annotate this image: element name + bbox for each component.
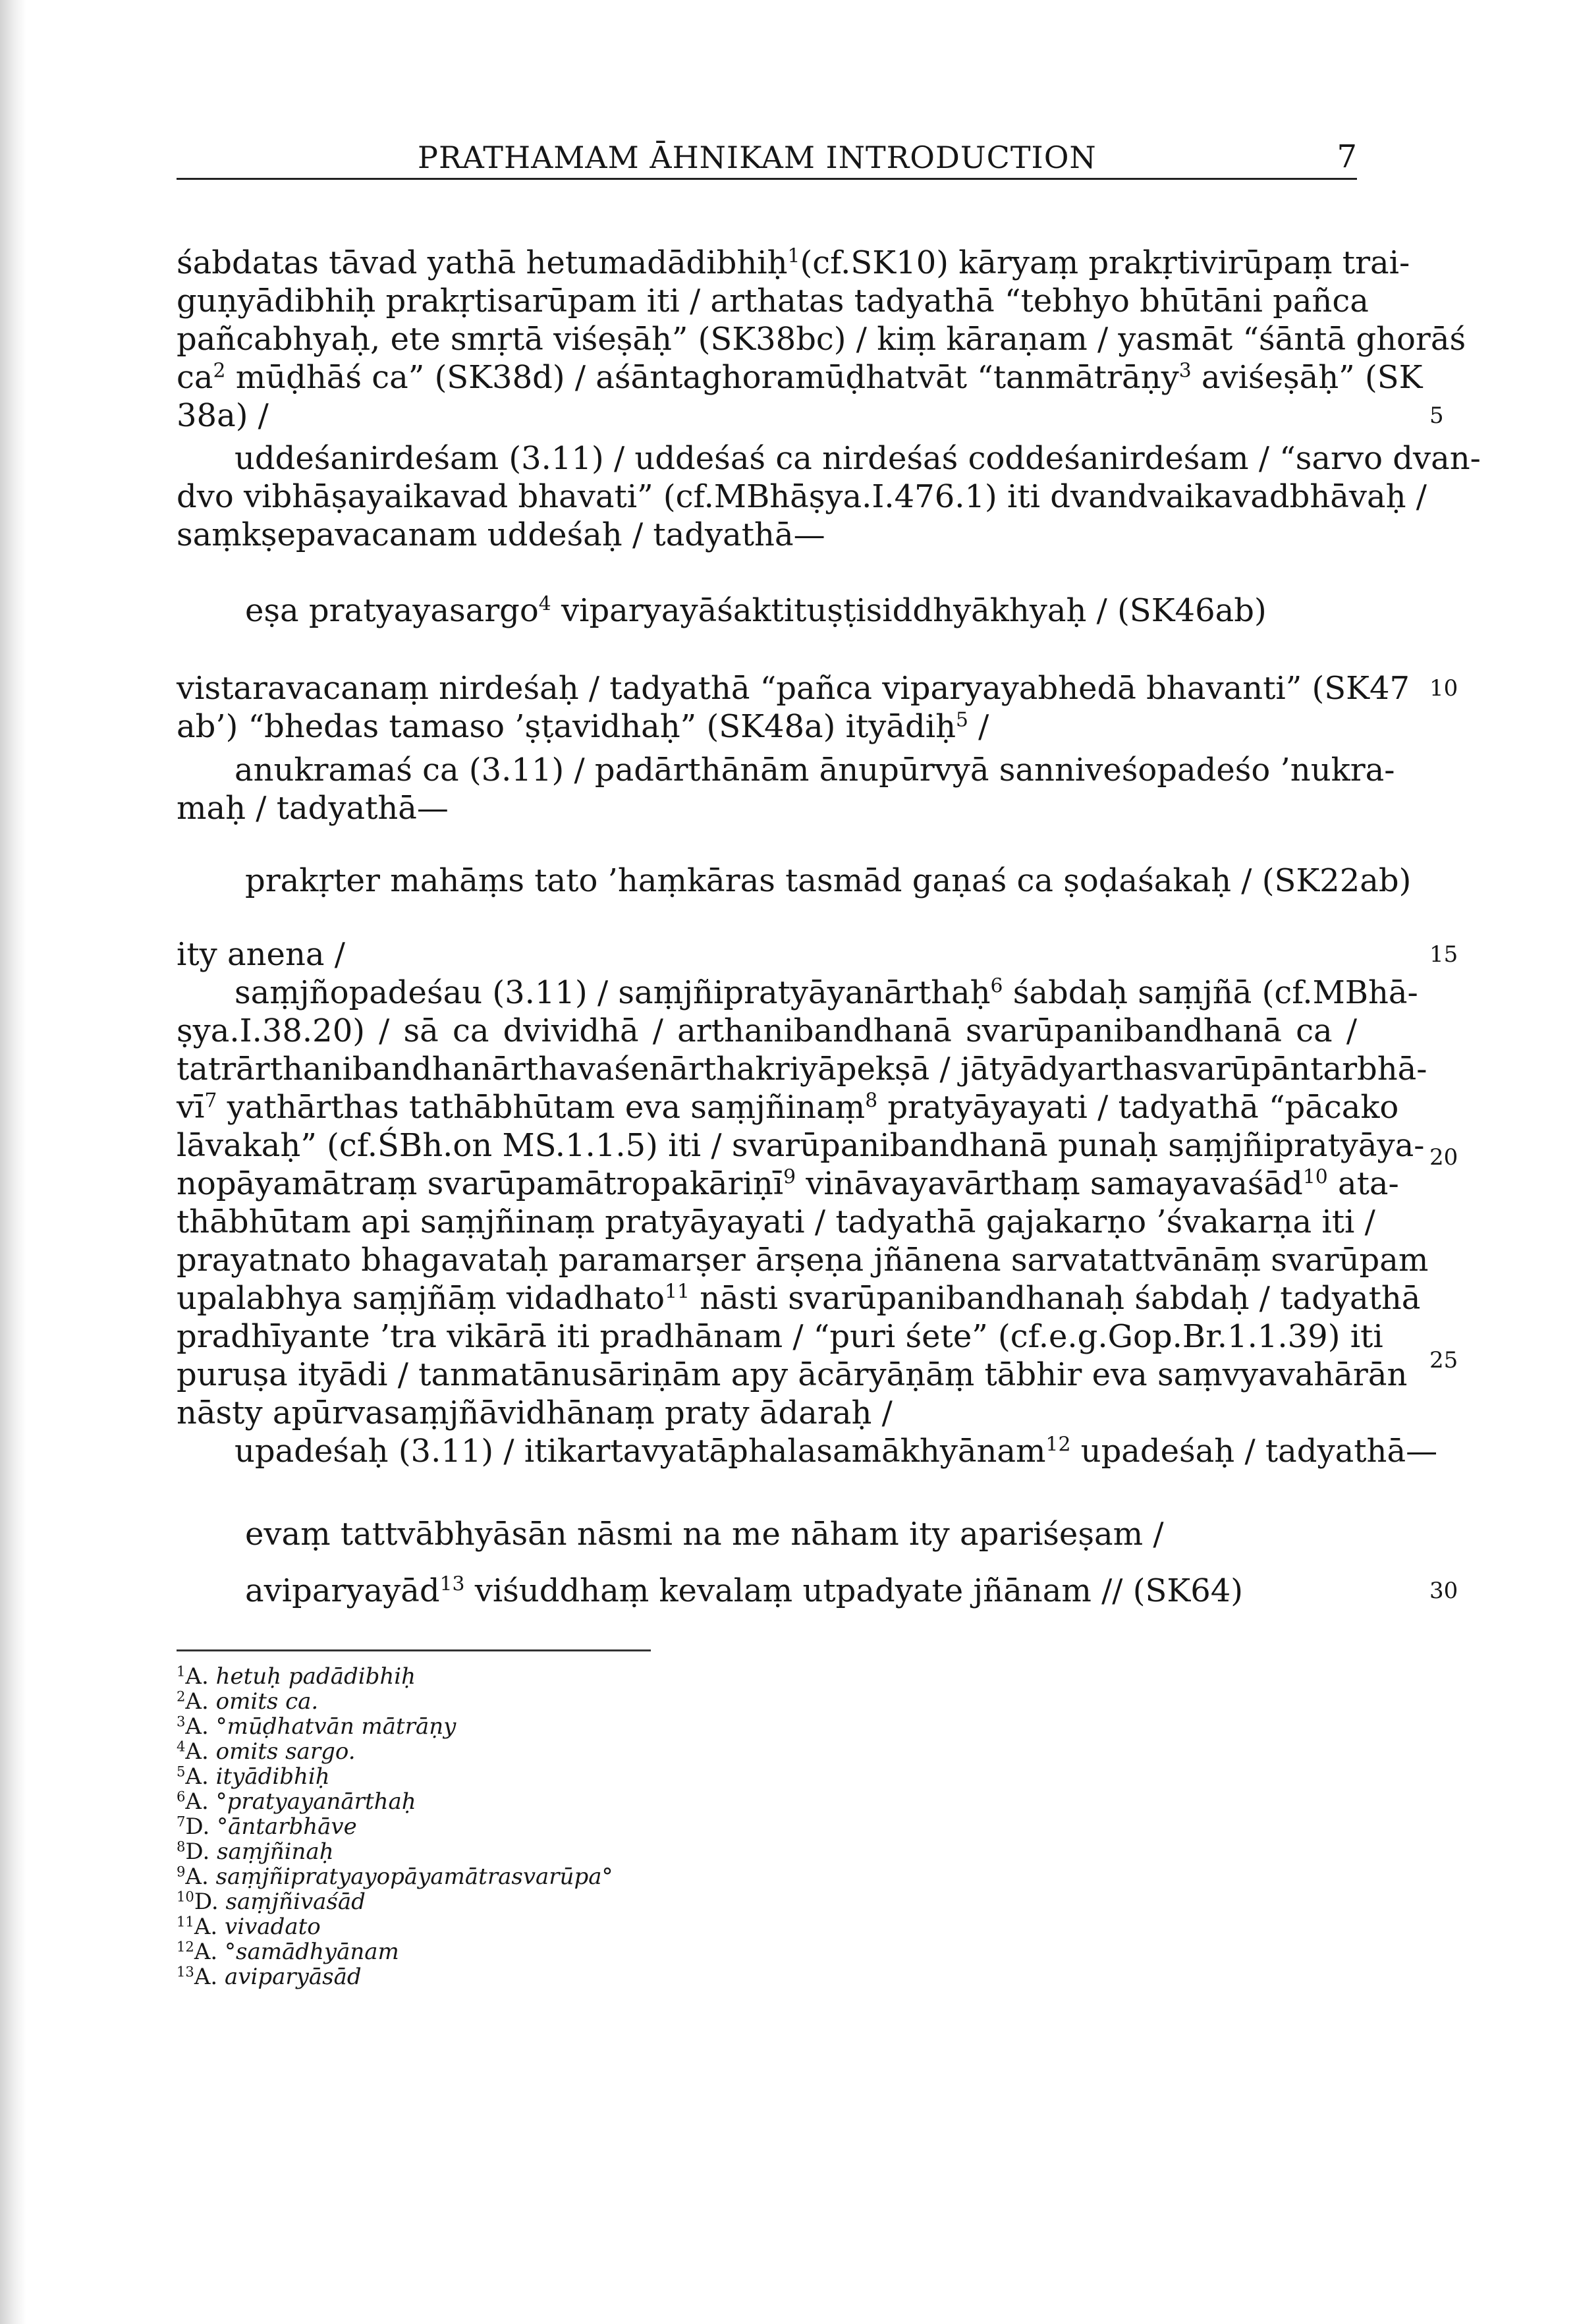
footnote: $^{10}$D. saṃjñivaśād [177,1888,366,1915]
footnote: $^8$D. saṃjñinaḥ [177,1838,334,1865]
line-number: 15 [1429,941,1458,968]
text-line: lāvakaḥ” (cf.ŚBh.on MS.1.1.5) iti / svarūpanibandhanā punaḥ saṃjñipratyāya- [177,1127,1425,1164]
text-line: śabdatas tāvad yathā hetumadādibhiḥ$^1$(cf.SK10) kāryaṃ prakṛtivirūpaṃ trai- [177,244,1410,281]
text-line: anukramaś ca (3.11) / padārthānām ānupūrvyā sanniveśopadeśo ’nukra- [235,752,1395,788]
line-number: 5 [1429,402,1444,429]
text-line: ab’) “bhedas tamaso ’ṣṭavidhaḥ” (SK48a) ityādiḥ$^5$ / [177,708,989,745]
text-line: ṣya.I.38.20) / sā ca dvividhā / arthanibandhanā svarūpanibandhanā ca / [177,1012,1357,1049]
text-line: $ca^2$ mūḍhāś ca” (SK38d) / aśāntaghoramūḍhatvāt “tanmātrāṇy$^3$ aviśeṣāḥ” (SK [177,359,1423,396]
footnote: $^1$A. hetuḥ padādibhiḥ [177,1663,416,1690]
text-line: thābhūtam api saṃjñinaṃ pratyāyayati / tadyathā gajakarṇo ’śvakarṇa iti / [177,1204,1375,1240]
running-title: PRATHAMAM ĀHNIKAM INTRODUCTION [418,140,1097,175]
footnote: $^6$A. °pratyayanārthaḥ [177,1788,416,1815]
line-number: 30 [1429,1578,1458,1604]
text-line: vistaravacanaṃ nirdeśaḥ / tadyathā “pañca viparyayabhedā bhavanti” (SK47 [177,670,1410,707]
text-line: puruṣa ityādi / tanmatānusāriṇām apy ācāryāṇāṃ tābhir eva saṃvyavahārān [177,1356,1408,1393]
verse-line: prakṛter mahāṃs tato ’haṃkāras tasmād gaṇaś ca ṣoḍaśakaḥ / (SK22ab) [245,862,1412,899]
footnote: $^3$A. °mūḍhatvān mātrāṇy [177,1713,456,1740]
verse-line: aviparyayād$^{13}$ viśuddhaṃ kevalaṃ utpadyate jñānam // (SK64) [245,1572,1243,1609]
footnote: $^{12}$A. °samādhyānam [177,1938,399,1965]
line-number: 20 [1429,1144,1458,1171]
text-line: saṃkṣepavacanam uddeśaḥ / tadyathā— [177,516,825,553]
text-line: uddeśanirdeśam (3.11) / uddeśaś ca nirdeśaś coddeśanirdeśam / “sarvo dvan- [235,440,1481,477]
text-line: ity anena / [177,936,345,973]
footnote: $^2$A. omits ca. [177,1688,319,1715]
text-line: saṃjñopadeśau (3.11) / saṃjñipratyāyanārthaḥ$^6$ śabdaḥ saṃjñā (cf.MBhā- [235,974,1418,1011]
text-line: maḥ / tadyathā— [177,790,449,827]
verse-line: evaṃ tattvābhyāsān nāsmi na me nāham ity apariśeṣam / [245,1516,1164,1553]
text-line: $vī^7$ yathārthas tathābhūtam eva saṃjñinaṃ$^8$ pratyāyayati / tadyathā “pācako [177,1089,1399,1126]
page-number: 7 [1337,138,1357,175]
footnote: $^{13}$A. aviparyāsād [177,1963,362,1990]
text-line: nāsty apūrvasaṃjñāvidhānaṃ praty ādaraḥ / [177,1395,893,1431]
footnote: $^9$A. saṃjñipratyayopāyamātrasvarūpa° [177,1863,613,1890]
verse-line: eṣa pratyayasargo$^4$ viparyayāśaktituṣṭisiddhyākhyaḥ / (SK46ab) [245,592,1267,629]
line-number: 25 [1429,1347,1458,1373]
footnote: $^7$D. °āntarbhāve [177,1813,357,1840]
text-line: upalabhya saṃjñāṃ vidadhato$^{11}$ nāsti svarūpanibandhanaḥ śabdaḥ / tadyathā [177,1280,1421,1317]
footnote: $^4$A. omits sargo. [177,1738,356,1765]
footnote: $^5$A. ityādibhiḥ [177,1763,330,1790]
text-line: pañcabhyaḥ, ete smṛtā viśeṣāḥ” (SK38bc) / kiṃ kāraṇam / yasmāt “śāntā ghorāś [177,321,1466,358]
running-header [177,132,1357,180]
footnote: $^{11}$A. vivadato [177,1913,321,1940]
text-line: pradhīyante ’tra vikārā iti pradhānam / “puri śete” (cf.e.g.Gop.Br.1.1.39) iti [177,1318,1383,1355]
line-number: 10 [1429,675,1458,702]
scan-page-edge [0,0,26,2324]
text-line: upadeśaḥ (3.11) / itikartavyatāphalasamākhyānam$^{12}$ upadeśaḥ / tadyathā— [235,1433,1438,1470]
text-line: dvo vibhāṣayaikavad bhavati” (cf.MBhāṣya.I.476.1) iti dvandvaikavadbhāvaḥ / [177,478,1427,515]
text-line: nopāyamātraṃ svarūpamātropakāriṇī$^9$ vināvayavārthaṃ samayavaśād$^{10}$ ata- [177,1165,1399,1202]
footnote-divider [177,1649,651,1651]
text-line: tatrārthanibandhanārthavaśenārthakriyāpekṣā / jātyādyarthasvarūpāntarbhā- [177,1051,1427,1088]
text-line: prayatnato bhagavataḥ paramarṣer ārṣeṇa jñānena sarvatattvānāṃ svarūpam [177,1242,1429,1279]
text-line: 38a) / [177,397,269,434]
text-line: guṇyādibhiḥ prakṛtisarūpam iti / arthatas tadyathā “tebhyo bhūtāni pañca [177,283,1369,319]
